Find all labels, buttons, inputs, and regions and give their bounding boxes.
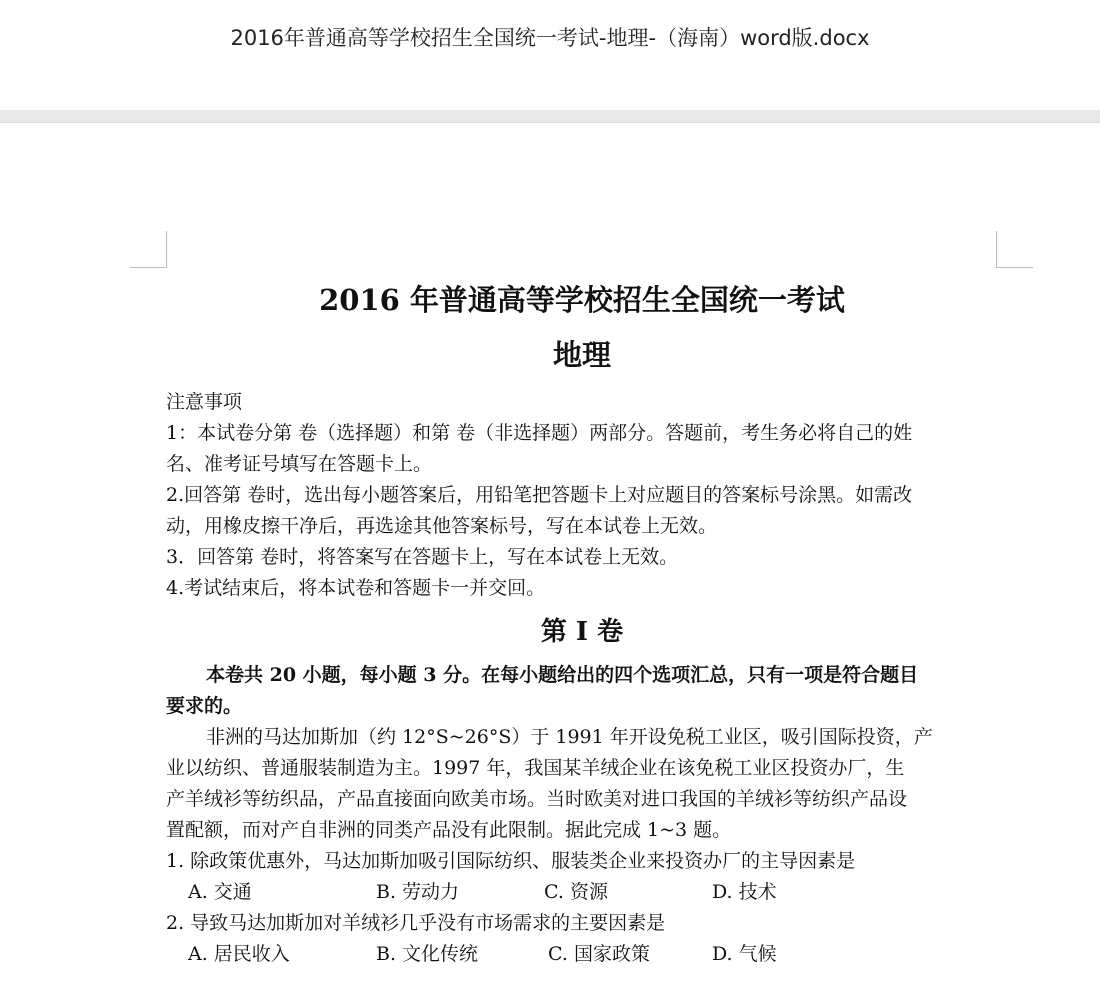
notice-line: 3．回答第 卷时，将答案写在答题卡上，写在本试卷上无效。 [166,546,679,568]
section-intro-line: 要求的。 [166,695,243,717]
section-title: 第 I 卷 [540,617,624,647]
option-c: C. 国家政策 [548,943,650,965]
question-stem: 1. 除政策优惠外，马达加斯加吸引国际纺织、服装类企业来投资办厂的主导因素是 [166,850,856,872]
passage-line: 业以纺织、普通服装制造为主。1997 年，我国某羊绒企业在该免税工业区投资办厂，生 [166,757,905,779]
page-margin-marker-right [996,231,1033,268]
notice-line: 4.考试结束后，将本试卷和答题卡一并交回。 [166,577,546,599]
option-c: C. 资源 [544,881,608,903]
option-d: D. 技术 [712,881,777,903]
passage-line: 非洲的马达加斯加（约 12°S~26°S）于 1991 年开设免税工业区，吸引国际投资，产 [206,726,933,748]
question-options [166,939,998,970]
toolbar-divider [0,110,1100,123]
section-intro-line: 本卷共 20 小题，每小题 3 分。在每小题给出的四个选项汇总，只有一项是符合题目 [206,664,919,686]
document-page [0,123,1100,990]
notice-line: 动，用橡皮擦干净后，再选途其他答案标号，写在本试卷上无效。 [166,515,718,537]
notice-heading: 注意事项 [166,391,243,413]
document-body [166,275,998,970]
notice-line: 1：本试卷分第 卷（选择题）和第 卷（非选择题）两部分。答题前，考生务必将自己的姓 [166,422,913,444]
passage-line: 产羊绒衫等纺织品，产品直接面向欧美市场。当时欧美对进口我国的羊绒衫等纺织产品设 [166,788,908,810]
title-bar [0,0,1100,110]
passage-line: 置配额，而对产自非洲的同类产品没有此限制。据此完成 1~3 题。 [166,819,732,841]
option-a: A. 交通 [188,881,252,903]
option-b: B. 劳动力 [376,881,460,903]
notice-line: 2.回答第 卷时，选出每小题答案后，用铅笔把答题卡上对应题目的答案标号涂黑。如需改 [166,484,913,506]
exam-title: 2016 年普通高等学校招生全国统一考试 [319,283,845,317]
page-margin-marker-left [130,231,167,268]
option-d: D. 气候 [712,943,777,965]
subject-title: 地理 [552,338,611,372]
question-options [166,877,998,908]
question-stem: 2. 导致马达加斯加对羊绒衫几乎没有市场需求的主要因素是 [166,912,666,934]
notice-line: 名、准考证号填写在答题卡上。 [166,453,433,475]
option-a: A. 居民收入 [188,943,290,965]
option-b: B. 文化传统 [376,943,479,965]
window-title: 2016年普通高等学校招生全国统一考试-地理-（海南）word版.docx [230,26,870,50]
